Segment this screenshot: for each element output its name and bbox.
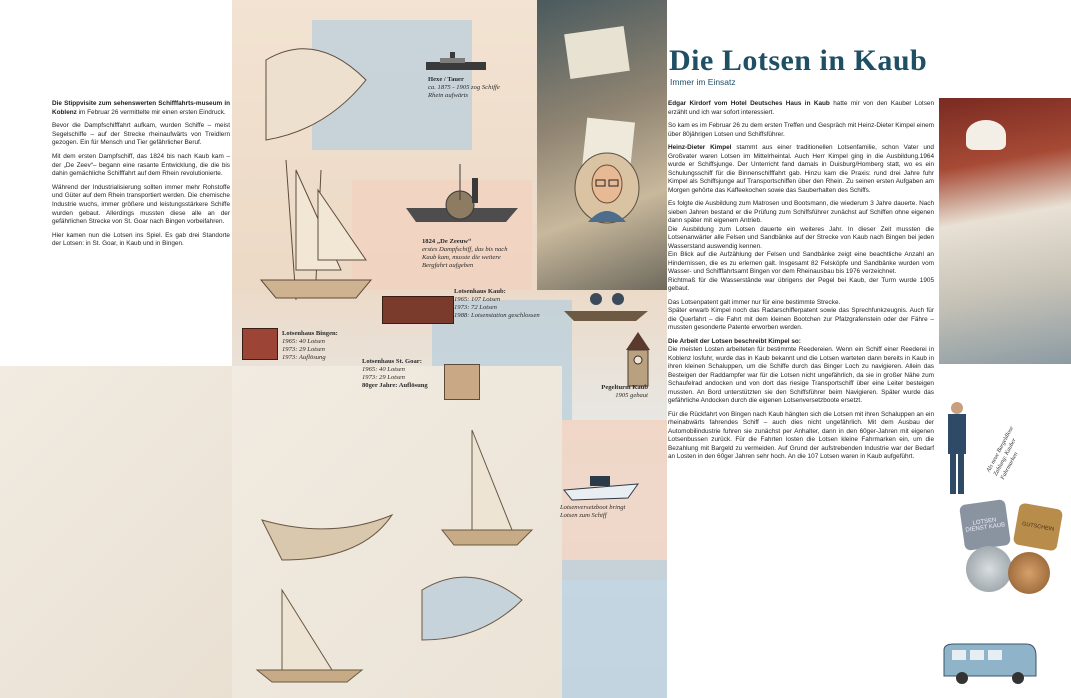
caption-kaub-l3: 1988: Lotsenstation geschlossen xyxy=(454,312,540,319)
coin-bronze xyxy=(1008,552,1050,594)
right-paragraph-3 xyxy=(668,144,934,195)
right-paragraph-5: Die Ausbildung zum Lotsen dauerte ein weiteres Jahr. In dieser Zeit mussten die Lotsenanwärter alle Felsen und Sandbänke auf der Strecke von Kaub nach Bingen bei jeden Wasserstand auswendig kennen. xyxy=(668,225,934,250)
caption-kaub-l2: 1973: 72 Lotsen xyxy=(454,304,497,311)
caption-zeeuw-title: 1824 „De Zeeuw“ xyxy=(422,238,472,245)
paddle-steamer-icon xyxy=(402,160,522,230)
caption-hexe xyxy=(428,76,508,100)
left-text-column xyxy=(52,100,230,254)
page-title: Die Lotsen in Kaub xyxy=(669,44,928,77)
right-text-column xyxy=(668,100,934,467)
right-paragraph-2: So kam es im Februar 26 zu dem ersten Treffen und Gespräch mit Heinz-Dieter Kimpel einem über 80jährigen Lotsen und Schiffsführer. xyxy=(668,122,934,138)
right-paragraph-1 xyxy=(668,100,934,117)
caption-bingen-l3: 1973: Auflösung xyxy=(282,354,326,361)
left-paragraph-1 xyxy=(52,100,230,117)
steamship-hexe-icon xyxy=(422,50,492,74)
left-paragraph-3: Mit dem ersten Dampfschiff, das 1824 bis nach Kaub kam – der „De Zeev“– begann eine rasante Entwicklung, die die bis dahin gemächliche Schifffahrt auf dem Rhein revolutionierte. xyxy=(52,152,230,178)
left-paragraph-2: Bevor die Dampfschifffahrt aufkam, wurden Schiffe – meist Segelschiffe – auf der Strecke rheinaufwärts von Treidlern gezogen. Ein für Mensch und Tier gefährlicher Beruf. xyxy=(52,122,230,147)
caption-hexe-title: Hexe / Tauer xyxy=(428,76,464,83)
lotsenhaus-kaub-image xyxy=(382,296,454,324)
caption-stgoar xyxy=(362,358,446,390)
pilot-figure-icon xyxy=(942,400,972,500)
caption-kaub xyxy=(454,288,544,320)
coin-silver xyxy=(966,546,1012,592)
left-paragraph-5: Hier kamen nun die Lotsen ins Spiel. Es gab drei Standorte der Lotsen: in St. Goar, in Kaub und in Bingen. xyxy=(52,231,230,248)
token-lotsendienst-text: LOTSEN DIENST KAUB xyxy=(965,517,1006,534)
sketch-sheet-left xyxy=(0,366,232,698)
p10-bold: Die Arbeit der Lotsen beschreibt Kimpel so: xyxy=(668,337,801,345)
collage-panel xyxy=(232,0,667,698)
token-lotsendienst xyxy=(959,499,1011,551)
token-gutschein-text: GUTSCHEIN xyxy=(1021,521,1055,533)
caption-pegel-title: Pegelturm Kaub xyxy=(601,384,648,391)
right-paragraph-11: Die meisten Losten arbeiteten für bestimmte Reedereien. Wenn ein Schiff einer Reederei in Koblenz losfuhr, wurde das in Kaub bekannt und die Lotsen warteten dann bereits in Kaub in ihren kleinen Schaluppen, um die Schiffe durch das Binger Loch zu navigieren. Allein das Besteigen der Raddampfer war für die Lotsen nicht ungefährlich, da sie in großer Nähe zum Schaufelrad andocken und von dort das riesige Transportschiff über eine Leiter besteigen mussten. An Bord unterstützten sie den Schiffsführer beim Navigieren. Später wurde das gefährliche Andocken durch die eigenen Lotsenversetzboote ersetzt. xyxy=(668,346,934,404)
caption-bingen-title: Lotsenhaus Bingen: xyxy=(282,330,338,337)
right-paragraph-10 xyxy=(668,338,934,347)
p1-bold: Edgar Kirdorf vom Hotel Deutsches Haus in Kaub xyxy=(668,100,830,107)
right-paragraph-8: Das Lotsenpatent galt immer nur für eine bestimmte Strecke. xyxy=(668,298,841,306)
right-paragraph-4: Es folgte die Ausbildung zum Matrosen und Bootsmann, die wiederum 3 Jahre dauerte. Nach sieben Jahren bestand er die Prüfung zum Schiffsführer zunächst auf Schiffen ohne eigenen dann später mit eigenem Antrieb. xyxy=(668,200,934,224)
caption-kaub-l1: 1965: 107 Lotsen xyxy=(454,296,501,303)
pegelturm-icon xyxy=(620,330,656,388)
p3-bold: Heinz-Dieter Kimpel xyxy=(668,144,732,151)
caption-stgoar-l2: 1973: 29 Lotsen xyxy=(362,374,405,381)
lotsenhaus-bingen-image xyxy=(242,328,278,360)
caption-stgoar-title: Lotsenhaus St. Goar: xyxy=(362,358,422,365)
rowing-boat-icon xyxy=(562,285,652,325)
caption-stgoar-l3: 80ger Jahre: Auflösung xyxy=(362,382,428,389)
fahrmarken-note: Als neue Bargeldlose Zahlung: Kauber Fahrmarken xyxy=(985,425,1020,481)
caption-bingen-l2: 1973: 29 Lotsen xyxy=(282,346,325,353)
sailing-ship-sketch-icon xyxy=(246,20,386,300)
caption-kaub-title: Lotsenhaus Kaub: xyxy=(454,288,506,295)
caption-versetzboot xyxy=(560,504,644,520)
right-paragraph-12: Für die Rückfahrt von Bingen nach Kaub hängten sich die Lotsen mit ihren Schaluppen an ein rheinabwärts fahrendes Schiff – auch dies nicht ungefährlich. Mit dem Ausbau der Automobilindustrie fuhren sie zunächst per Anhalter, dann in den 60ger-Jahren mit eigenen Lotsenbussen zurück. Für die Fahrten losten die Lotsen kleine Fahrmarken ein, um die Bezahlung mit Bargeld zu vermeiden. Auf Grund der aufstrebenden Industrie war der Bedarf an Losten in den 60ger Jahren sehr hoch. An die 107 Lotsen waren in Kaub aufgeführt. xyxy=(668,410,934,460)
lotsenversetzboot-icon xyxy=(562,468,642,502)
caption-zeeuw-text: erstes Dampfschiff, das bis nach Kaub kam, musste die weitere Bergfahrt aufgeben xyxy=(422,246,508,269)
document-card-1 xyxy=(564,26,630,79)
intro-bold: Die Stippvisite zum sehenswerten Schifffahrts-museum in Koblenz xyxy=(52,100,230,116)
right-paragraph-7: Richtmaß für die Wasserstände war übrigens der Pegel bei Kaub, der Turm wurde 1905 gebaut. xyxy=(668,276,934,292)
intro-rest: im Februar 26 vermittelte mir einen ersten Eindruck. xyxy=(76,108,226,116)
caption-stgoar-l1: 1965: 40 Lotsen xyxy=(362,366,405,373)
caption-hexe-text: ca. 1875 - 1905 zog Schiffe Rhein aufwärts xyxy=(428,84,500,99)
caption-bingen-l1: 1965: 40 Lotsen xyxy=(282,338,325,345)
caption-bingen xyxy=(282,330,362,362)
token-gutschein xyxy=(1013,502,1064,551)
caption-zeeuw xyxy=(422,238,512,270)
caption-versetzboot-text: Lotsenversetzboot bringt Lotsen zum Schiff xyxy=(560,504,626,519)
p3-rest: stammt aus einer traditionellen Lotsenfamilie, schon Vater und Großvater waren Lotsen im Mittelrheintal. Auch Herr Kimpel ging in die Ausbildung.1964 wurde er Schiffsjunge. Der Unterricht fand damals in Duisburg/Homberg statt, wo es ein Schulungsschiff für die Binnenschifffahrt gab. Hinzu kam die Praxis: rund drei Jahre fuhr Kimpel als Schiffsjunge auf Transportschiffen über den Rhein. Zu seinen ersten Aufgaben am Morgen gehörte das Kaffeekochen sowie das Sauberhalten des Schiffs. xyxy=(668,144,934,194)
left-paragraph-4: Während der Industrialisierung sollten immer mehr Rohstoffe und Güter auf dem Rhein transportiert werden. Die chemische Industrie wuchs, immer größere und leistungsstärkere Schiffe wurden gebaut. Allerdings mussten diese alle an der gefährlichen Strecke von St. Goar nach Bingen vorbeifahren. xyxy=(52,183,230,226)
right-paragraph-6: Ein Blick auf die Aufzählung der Felsen und Sandbänke zeigt eine beachtliche Anzahl an Hindernissen, die es zu erlernen galt. Insgesamt 82 Felsköpfe und Sandbänke wurden vom Wasser- und Schifffahrtsamt Bingen vor dem Rheinausbau bis 1976 verzeichnet. xyxy=(668,251,934,275)
caption-pegel-text: 1905 gebaut xyxy=(615,392,648,399)
kimpel-portrait-icon xyxy=(574,152,640,224)
right-paragraph-9: Später erwarb Kimpel noch das Radarschifferpatent sowie das Sprechfunkzeugnis. Auch für die Querfahrt – die Fahrt mit dem kleinen Bootchen zur Pfalzgrafenstein oder der Fähre – mussten gesonderte Patente erworben werden. xyxy=(668,307,934,331)
lotsenbus-icon xyxy=(940,640,1040,686)
p1-rest: hatte mir von den Kauber Lotsen erzählt und ich war sofort interessiert. xyxy=(668,100,935,116)
teapot-image xyxy=(966,120,1006,150)
page-subtitle: Immer im Einsatz xyxy=(670,77,736,87)
caption-pegel xyxy=(568,384,648,400)
boat-sketches-icon xyxy=(242,390,542,690)
